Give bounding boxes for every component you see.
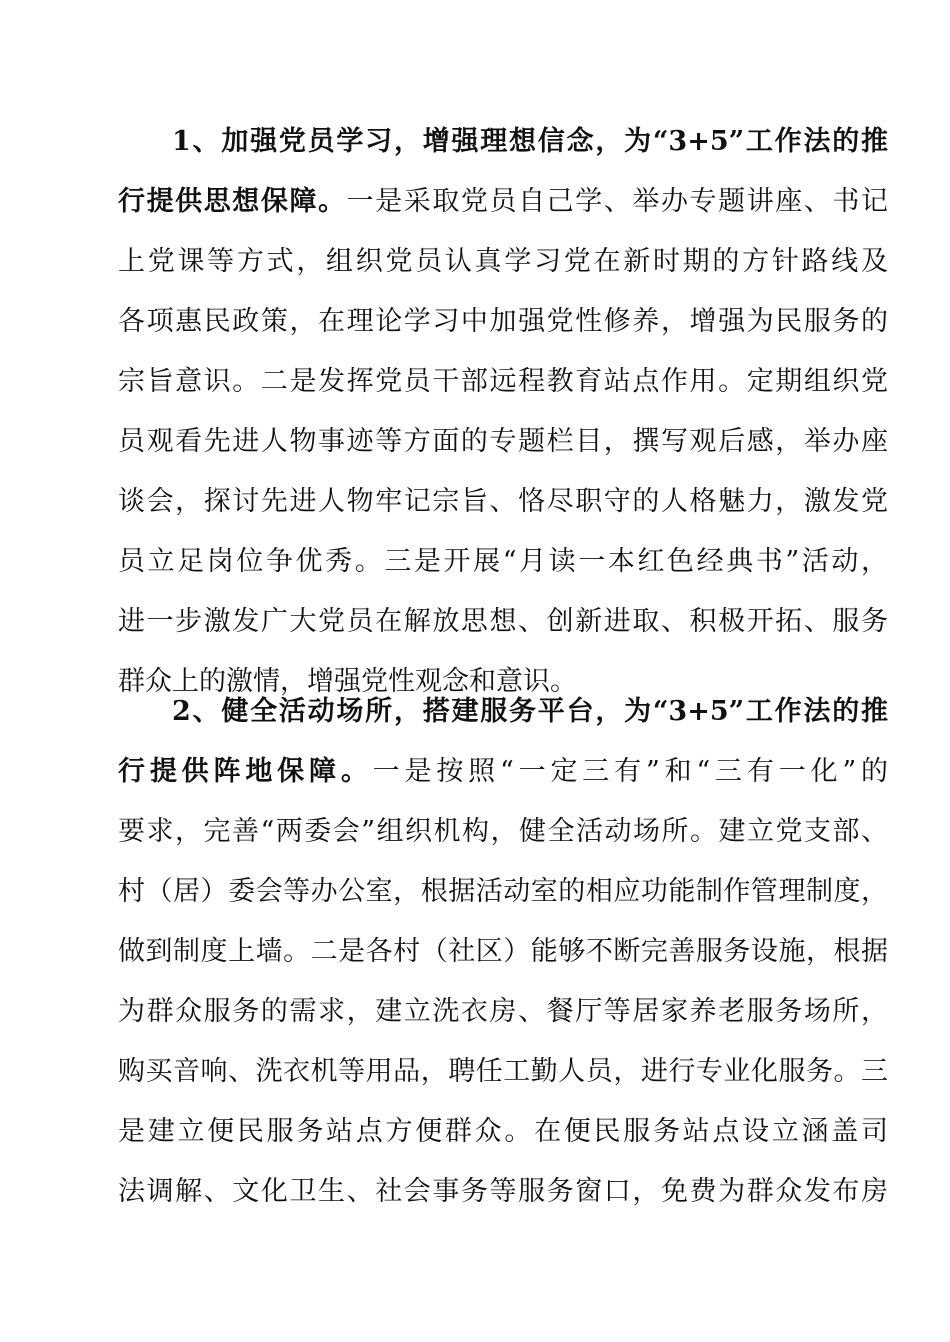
text-line <box>118 112 888 172</box>
text-line <box>118 352 888 412</box>
paragraph-facility-guarantee <box>118 682 888 1222</box>
text-line <box>118 292 888 352</box>
paragraph-heading: 行提供阵地保障。 <box>118 756 373 787</box>
body-text: 购买音响、洗衣机等用品，聘任工勤人员，进行专业化服务。三 <box>118 1056 888 1087</box>
text-line <box>118 592 888 652</box>
body-text: 做到制度上墙。二是各村（社区）能够不断完善服务设施，根据 <box>118 936 888 967</box>
body-text: 为群众服务的需求，建立洗衣房、餐厅等居家养老服务场所， <box>118 996 888 1027</box>
body-text: 员观看先进人物事迹等方面的专题栏目，撰写观后感，举办座 <box>118 426 888 457</box>
text-line <box>118 1162 888 1222</box>
body-text: 员立足岗位争优秀。三是开展“月读一本红色经典书”活动， <box>118 546 888 577</box>
paragraph-heading: 行提供思想保障。 <box>118 186 347 217</box>
body-text: 一是采取党员自己学、举办专题讲座、书记 <box>346 186 888 217</box>
body-text: 一是按照“一定三有”和“三有一化”的 <box>372 756 888 787</box>
text-line <box>118 232 888 292</box>
body-text: 村（居）委会等办公室，根据活动室的相应功能制作管理制度， <box>118 876 888 907</box>
text-line <box>118 412 888 472</box>
text-line <box>118 922 888 982</box>
text-line <box>118 862 888 922</box>
body-text: 要求，完善“两委会”组织机构，健全活动场所。建立党支部、 <box>118 816 888 847</box>
paragraph-ideological-guarantee <box>118 112 888 712</box>
body-text: 各项惠民政策，在理论学习中加强党性修养，增强为民服务的 <box>118 306 888 337</box>
body-text: 上党课等方式，组织党员认真学习党在新时期的方针路线及 <box>118 246 888 277</box>
text-line <box>118 802 888 862</box>
body-text: 群众上的激情，增强党性观念和意识。 <box>118 666 577 697</box>
text-line <box>118 1042 888 1102</box>
text-line <box>118 742 888 802</box>
body-text: 进一步激发广大党员在解放思想、创新进取、积极开拓、服务 <box>118 606 888 637</box>
paragraph-heading: 1、加强党员学习，增强理想信念，为“3+5”工作法的推 <box>172 126 888 157</box>
body-text: 法调解、文化卫生、社会事务等服务窗口，免费为群众发布房 <box>118 1176 888 1207</box>
body-text: 谈会，探讨先进人物牢记宗旨、恪尽职守的人格魅力，激发党 <box>118 486 888 517</box>
paragraph-heading: 2、健全活动场所，搭建服务平台，为“3+5”工作法的推 <box>172 696 888 727</box>
body-text: 是建立便民服务站点方便群众。在便民服务站点设立涵盖司 <box>118 1116 888 1147</box>
body-text: 宗旨意识。二是发挥党员干部远程教育站点作用。定期组织党 <box>118 366 888 397</box>
text-line <box>118 982 888 1042</box>
text-line <box>118 472 888 532</box>
text-line <box>118 532 888 592</box>
text-line <box>118 682 888 742</box>
text-line <box>118 172 888 232</box>
text-line <box>118 1102 888 1162</box>
